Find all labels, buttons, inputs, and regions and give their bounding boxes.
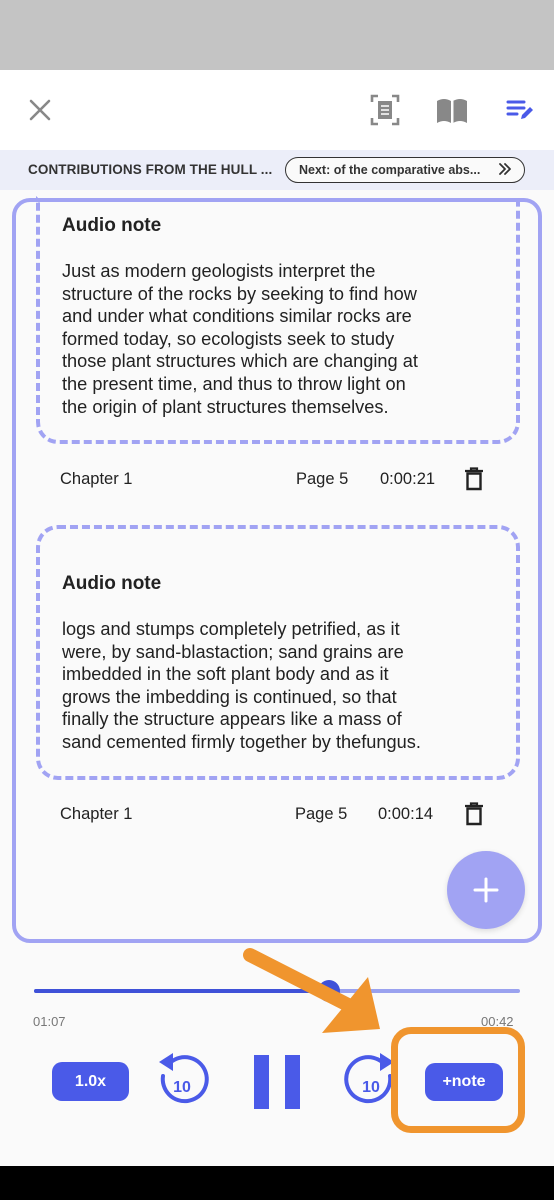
forward-10-icon[interactable] bbox=[344, 1050, 398, 1112]
note-line: structure of the rocks by seeking to find how bbox=[62, 283, 417, 304]
note-text bbox=[62, 260, 502, 418]
top-toolbar bbox=[0, 70, 554, 150]
note-duration: 0:00:14 bbox=[378, 805, 434, 823]
open-book-icon[interactable] bbox=[432, 90, 472, 130]
note-line: those plant structures which are changing at bbox=[62, 351, 418, 372]
note-heading: Audio note bbox=[62, 215, 162, 236]
trash-icon[interactable] bbox=[463, 802, 485, 826]
chapter-title: CONTRIBUTIONS FROM THE HULL ... bbox=[28, 162, 273, 177]
note-line: Just as modern geologists interpret the bbox=[62, 261, 376, 281]
close-icon[interactable] bbox=[20, 90, 60, 130]
trash-icon[interactable] bbox=[463, 467, 485, 491]
playback-speed-button[interactable]: 1.0x bbox=[52, 1062, 129, 1101]
status-bar bbox=[0, 0, 554, 70]
note-line: sand cemented firmly together by thefungus. bbox=[62, 731, 421, 752]
document-scan-icon[interactable] bbox=[365, 90, 405, 130]
total-time: 00:42 bbox=[481, 1014, 514, 1029]
rewind-label: 10 bbox=[173, 1079, 191, 1096]
rewind-10-icon[interactable] bbox=[155, 1050, 209, 1112]
note-duration: 0:00:21 bbox=[380, 470, 436, 488]
elapsed-time: 01:07 bbox=[33, 1014, 66, 1029]
note-page: Page 5 bbox=[296, 470, 349, 488]
note-heading: Audio note bbox=[62, 573, 162, 594]
note-line: imbedded in the soft plant body and as it bbox=[62, 664, 389, 685]
note-line: were, by sand-blastaction; sand grains are bbox=[62, 641, 404, 662]
edit-notes-icon[interactable] bbox=[500, 90, 540, 130]
plus-icon bbox=[473, 877, 499, 903]
note-line: and under what conditions similar rocks are bbox=[62, 306, 412, 327]
double-chevron-right-icon bbox=[498, 161, 512, 177]
note-line: logs and stumps completely petrified, as it bbox=[62, 619, 400, 639]
add-note-button[interactable]: +note bbox=[425, 1063, 503, 1101]
system-nav-bar bbox=[0, 1166, 554, 1200]
note-chapter: Chapter 1 bbox=[60, 470, 133, 488]
add-note-fab[interactable] bbox=[447, 851, 525, 929]
pointer-arrow bbox=[240, 945, 410, 1045]
note-page: Page 5 bbox=[295, 805, 348, 823]
note-line: formed today, so ecologists seek to study bbox=[62, 328, 395, 349]
note-line: grows the imbedding is continued, so that bbox=[62, 686, 397, 707]
next-chapter-label: Next: of the comparative abs... bbox=[299, 163, 481, 177]
note-text bbox=[62, 618, 502, 754]
pause-icon[interactable] bbox=[254, 1055, 300, 1109]
highlight-box bbox=[391, 1027, 525, 1133]
forward-label: 10 bbox=[362, 1079, 380, 1096]
note-line: the present time, and thus to throw light on bbox=[62, 373, 406, 394]
note-line: finally the structure appears like a mass of bbox=[62, 709, 402, 730]
note-chapter: Chapter 1 bbox=[60, 805, 133, 823]
note-line: the origin of plant structures themselves. bbox=[62, 396, 389, 417]
next-chapter-button[interactable] bbox=[285, 157, 525, 183]
